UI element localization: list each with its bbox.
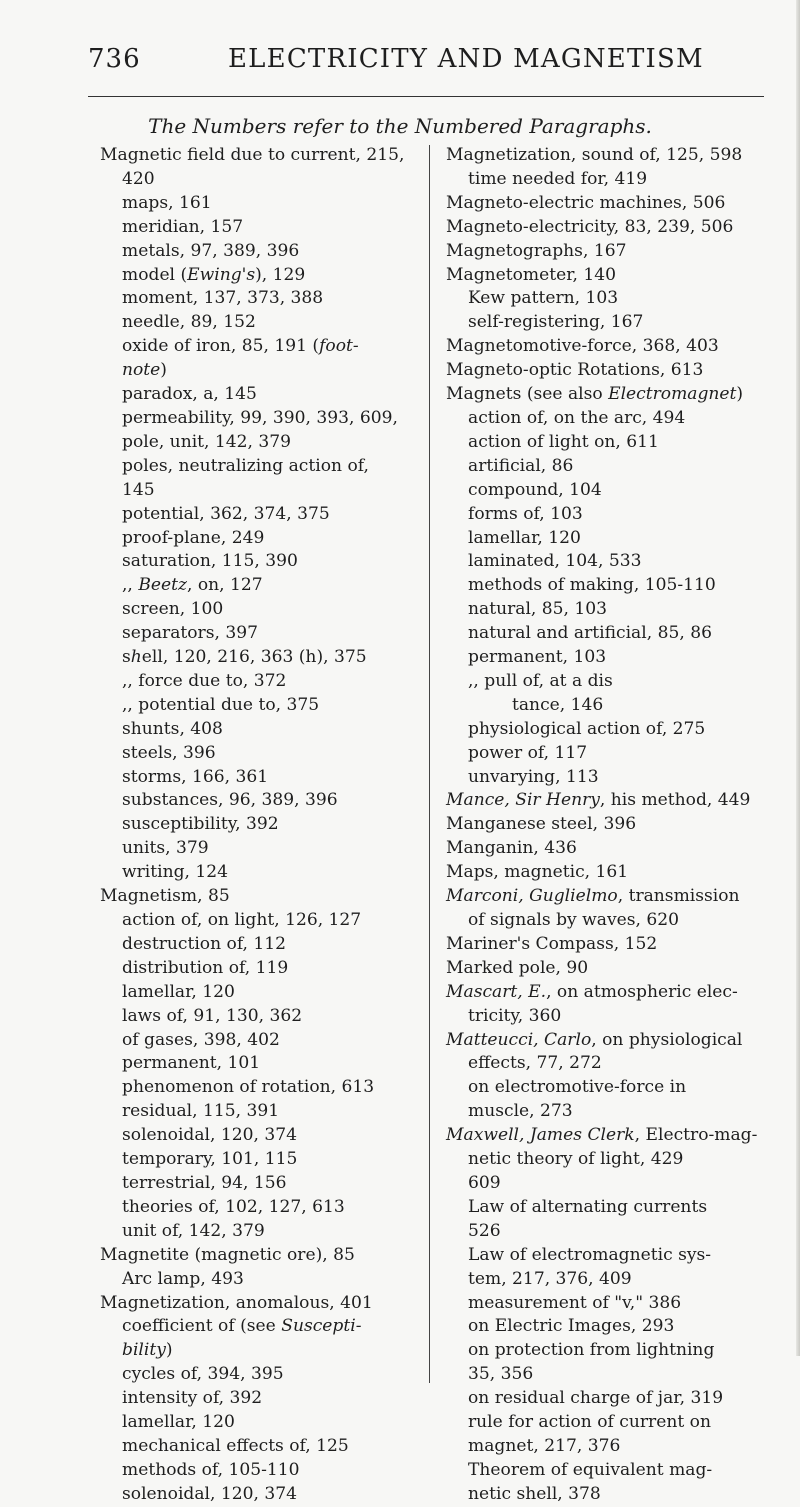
index-entry: power of, 117 — [468, 742, 588, 763]
index-entry: self-registering, 167 — [468, 312, 644, 333]
index-entry: Mance, Sir Henry, his method, 449 — [446, 790, 751, 811]
index-entry: separators, 397 — [122, 623, 258, 644]
index-entry: Magnetographs, 167 — [446, 240, 627, 261]
index-entry: unvarying, 113 — [468, 766, 599, 787]
index-entry: Magnets (see also Electromagnet) — [446, 384, 744, 405]
index-entry: permanent, 103 — [468, 647, 607, 668]
index-entry: units, 379 — [122, 838, 209, 859]
index-entry: action of, on light, 126, 127 — [122, 910, 362, 930]
index-entry: Matteucci, Carlo, on physiological — [446, 1029, 743, 1050]
index-entry: on residual charge of jar, 319 — [468, 1388, 724, 1409]
index-entry: Magnetic field due to current, 215, — [100, 145, 405, 165]
index-entry: laminated, 104, 533 — [468, 551, 642, 572]
index-entry: natural and artificial, 85, 86 — [468, 623, 712, 644]
index-column-right — [446, 144, 776, 1507]
page-edge-shadow — [796, 0, 800, 1356]
index-entry: Magnetism, 85 — [100, 886, 230, 907]
index-entry: laws of, 91, 130, 362 — [122, 1005, 303, 1026]
index-entry: forms of, 103 — [468, 503, 583, 524]
index-entry: writing, 124 — [122, 862, 229, 883]
index-entry: screen, 100 — [122, 599, 224, 620]
index-entry: netic theory of light, 429 — [468, 1149, 684, 1170]
index-entry: ,, pull of, at a dis — [468, 670, 613, 691]
index-entry: bility) — [122, 1340, 173, 1361]
index-entry: tricity, 360 — [468, 1005, 562, 1026]
index-entry: 145 — [122, 479, 155, 500]
index-entry: meridian, 157 — [122, 216, 244, 237]
page-header — [0, 44, 800, 80]
index-entry: natural, 85, 103 — [468, 599, 608, 620]
index-entry: Maps, magnetic, 161 — [446, 862, 629, 883]
index-column-left — [100, 144, 420, 1507]
index-entry: Mascart, E., on atmospheric elec- — [446, 981, 738, 1002]
index-entry: needle, 89, 152 — [122, 312, 256, 333]
index-entry: artificial, 86 — [468, 455, 574, 476]
index-entry: methods of making, 105-110 — [468, 575, 716, 596]
index-entry: 526 — [468, 1220, 501, 1241]
index-entry: proof-plane, 249 — [122, 527, 265, 548]
index-entry: Law of alternating currents — [468, 1196, 708, 1217]
index-entry: on Electric Images, 293 — [468, 1316, 675, 1337]
index-entry: Manganese steel, 396 — [446, 814, 637, 835]
index-entry: pole, unit, 142, 379 — [122, 431, 292, 452]
index-entry: of signals by waves, 620 — [468, 910, 680, 930]
index-entry: intensity of, 392 — [122, 1388, 263, 1409]
index-entry: destruction of, 112 — [122, 933, 287, 954]
index-entry: 420 — [122, 168, 155, 189]
index-entry: steels, 396 — [122, 742, 216, 763]
index-entry: Magneto-electricity, 83, 239, 506 — [446, 216, 734, 237]
index-entry: Mariner's Compass, 152 — [446, 933, 658, 954]
index-entry: 35, 356 — [468, 1364, 534, 1385]
index-entry: distribution of, 119 — [122, 957, 289, 978]
index-entry: temporary, 101, 115 — [122, 1149, 298, 1170]
index-entry: action of, on the arc, 494 — [468, 407, 686, 428]
index-entry: permeability, 99, 390, 393, 609, — [122, 407, 398, 428]
index-entry: Arc lamp, 493 — [122, 1268, 244, 1289]
index-entry: moment, 137, 373, 388 — [122, 288, 324, 309]
index-entry: Marconi, Guglielmo, transmission — [446, 886, 740, 907]
index-entry: solenoidal, 120, 374 — [122, 1483, 298, 1504]
index-entry: muscle, 273 — [468, 1101, 573, 1122]
index-entry: Marked pole, 90 — [446, 957, 589, 978]
index-entry: netic shell, 378 — [468, 1483, 601, 1504]
index-entry: paradox, a, 145 — [122, 384, 257, 405]
index-entry: maps, 161 — [122, 192, 212, 213]
index-entry: unit of, 142, 379 — [122, 1220, 265, 1241]
index-subtitle: The Numbers refer to the Numbered Paragraphs. — [148, 114, 652, 138]
index-entry: ,, force due to, 372 — [122, 670, 287, 691]
index-entry: phenomenon of rotation, 613 — [122, 1077, 375, 1098]
index-entry: model (Ewing's), 129 — [122, 264, 306, 285]
index-entry: ,, Beetz, on, 127 — [122, 575, 263, 596]
index-entry: methods of, 105-110 — [122, 1459, 300, 1480]
page-number: 736 — [88, 44, 141, 74]
index-entry: potential, 362, 374, 375 — [122, 503, 330, 524]
index-entry: solenoidal, 120, 374 — [122, 1125, 298, 1146]
index-entry: Theorem of equivalent mag- — [468, 1459, 713, 1480]
index-entry: Manganin, 436 — [446, 838, 577, 859]
index-entry: Magnetization, sound of, 125, 598 — [446, 145, 743, 165]
index-entry: lamellar, 120 — [468, 527, 581, 548]
index-entry: note) — [122, 360, 167, 381]
index-entry: cycles of, 394, 395 — [122, 1364, 284, 1385]
running-title: ELECTRICITY AND MAGNETISM — [228, 44, 704, 74]
index-entry: Magneto-optic Rotations, 613 — [446, 360, 704, 381]
index-entry: coefficient of (see Suscepti- — [122, 1316, 362, 1337]
index-entry: substances, 96, 389, 396 — [122, 790, 338, 811]
index-entry: magnet, 217, 376 — [468, 1435, 621, 1456]
index-entry: of gases, 398, 402 — [122, 1029, 280, 1050]
index-entry: terrestrial, 94, 156 — [122, 1172, 287, 1193]
index-entry: on protection from lightning — [468, 1340, 715, 1361]
index-entry: permanent, 101 — [122, 1053, 261, 1074]
index-entry: Magnetometer, 140 — [446, 264, 617, 285]
index-entry: Law of electromagnetic sys- — [468, 1244, 712, 1265]
index-entry: rule for action of current on — [468, 1412, 711, 1433]
index-entry: time needed for, 419 — [468, 168, 648, 189]
index-entry: Magnetization, anomalous, 401 — [100, 1292, 373, 1313]
index-entry: residual, 115, 391 — [122, 1101, 280, 1122]
index-entry: storms, 166, 361 — [122, 766, 269, 787]
column-divider — [429, 145, 430, 1383]
index-entry: measurement of "v," 386 — [468, 1292, 682, 1313]
index-entry: oxide of iron, 85, 191 (foot- — [122, 336, 359, 357]
index-entry: susceptibility, 392 — [122, 814, 279, 835]
index-entry: Magnetite (magnetic ore), 85 — [100, 1244, 355, 1265]
index-entry: on electromotive-force in — [468, 1077, 687, 1098]
index-entry: compound, 104 — [468, 479, 602, 500]
header-rule — [88, 96, 764, 97]
index-entry: Maxwell, James Clerk, Electro-mag- — [446, 1125, 758, 1146]
index-entry: 609 — [468, 1172, 501, 1193]
index-entry: Kew pattern, 103 — [468, 288, 619, 309]
index-entry: tem, 217, 376, 409 — [468, 1268, 632, 1289]
index-entry: mechanical effects of, 125 — [122, 1435, 349, 1456]
index-entry: shell, 120, 216, 363 (h), 375 — [122, 647, 367, 668]
index-entry: effects, 77, 272 — [468, 1053, 602, 1074]
index-entry: theories of, 102, 127, 613 — [122, 1196, 345, 1217]
index-entry: lamellar, 120 — [122, 981, 235, 1002]
index-entry: Magnetomotive-force, 368, 403 — [446, 336, 719, 357]
index-entry: Magneto-electric machines, 506 — [446, 192, 726, 213]
index-entry: lamellar, 120 — [122, 1412, 235, 1433]
index-entry: shunts, 408 — [122, 718, 223, 739]
index-entry: metals, 97, 389, 396 — [122, 240, 300, 261]
index-entry: physiological action of, 275 — [468, 718, 706, 739]
index-entry: ,, potential due to, 375 — [122, 694, 320, 715]
index-entry: poles, neutralizing action of, — [122, 455, 369, 476]
index-entry: action of light on, 611 — [468, 431, 659, 452]
index-entry: tance, 146 — [512, 694, 604, 715]
index-entry: saturation, 115, 390 — [122, 551, 298, 572]
